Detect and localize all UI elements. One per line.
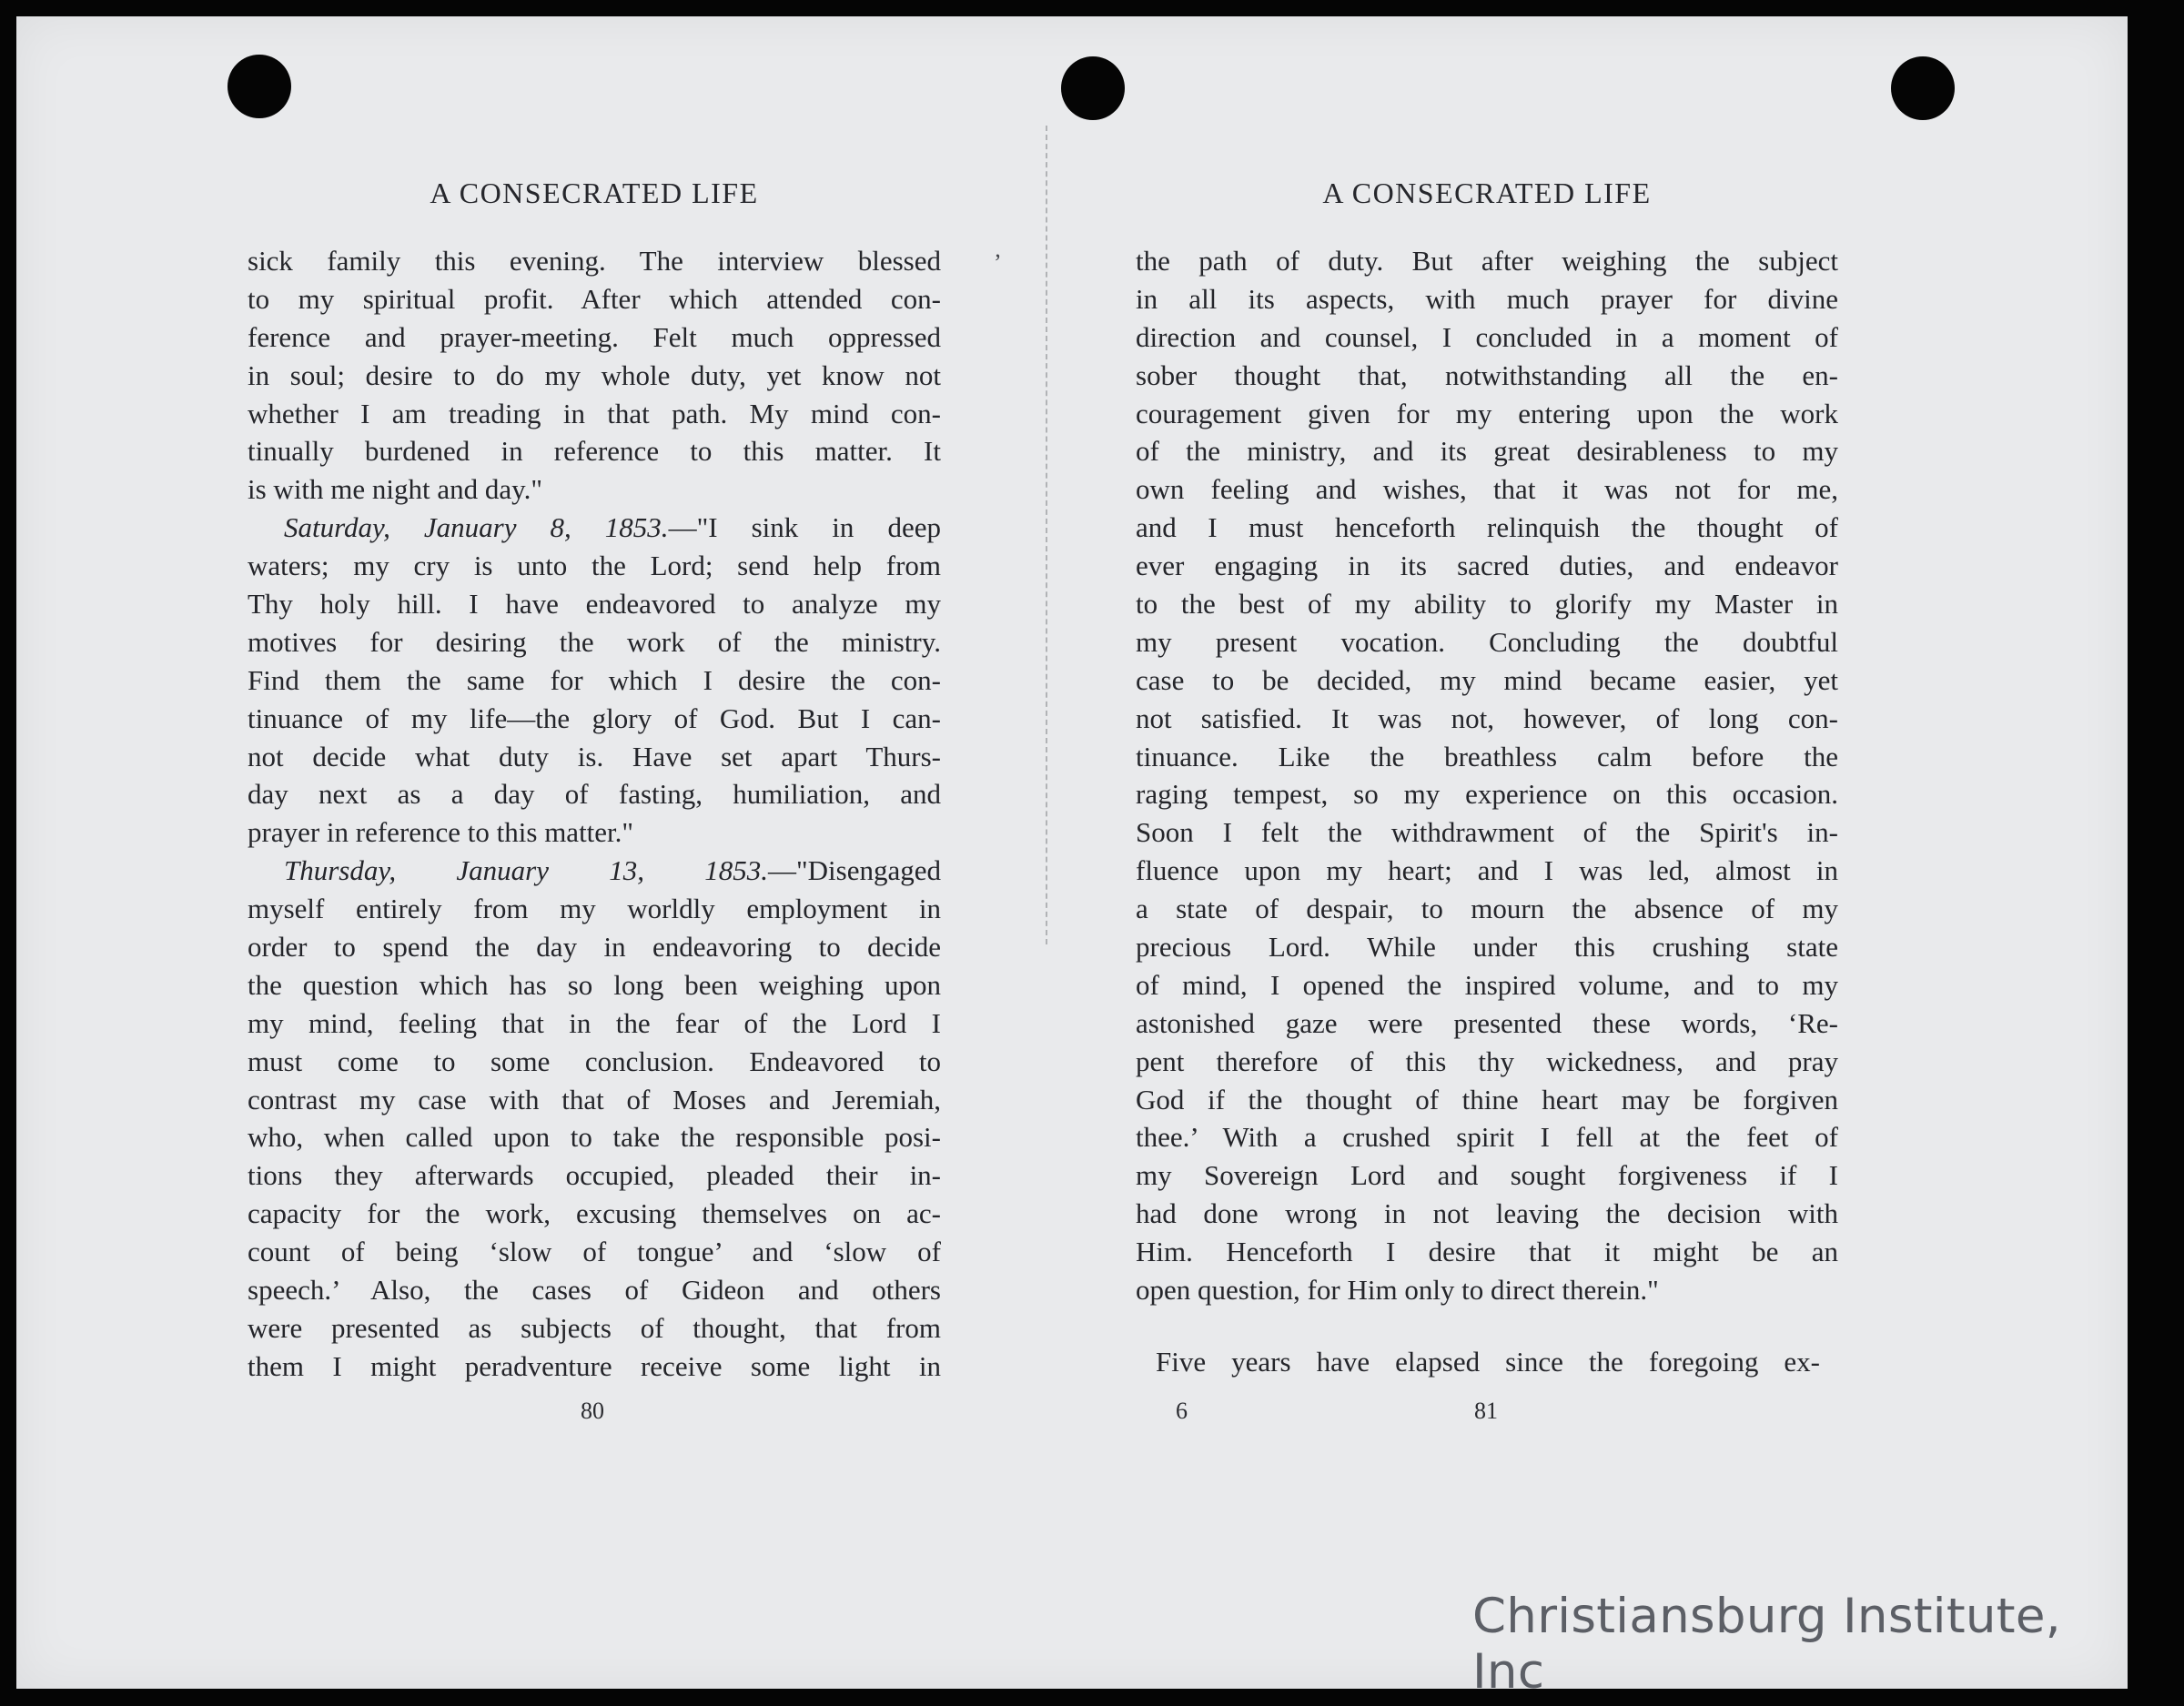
text-line: ever engaging in its sacred duties, and endeavor (1136, 550, 1838, 582)
text-line: capacity for the work, excusing themselves on ac- (248, 1197, 941, 1230)
punch-hole-left (228, 55, 291, 118)
left-page-text (248, 242, 941, 1386)
text-line: to the best of my ability to glorify my Master in (1136, 588, 1838, 621)
text-line: God if the thought of thine heart may be forgiven (1136, 1083, 1838, 1115)
left-page (248, 177, 941, 1432)
text-line: them I might peradventure receive some light in (248, 1349, 941, 1382)
text-line: Find them the same for which I desire the con- (248, 663, 941, 696)
text-line: sober thought that, notwithstanding all the en- (1136, 358, 1838, 391)
signature-mark: 6 (1176, 1398, 1188, 1424)
text-line: fluence upon my heart; and I was led, almost in (1136, 854, 1838, 887)
text-line: ference and prayer-meeting. Felt much oppressed (248, 320, 941, 353)
text-line: is with me night and day." (248, 473, 543, 506)
text-line: in soul; desire to do my whole duty, yet know not (248, 358, 941, 391)
left-folio: 80 (581, 1398, 604, 1424)
text-line: my mind, feeling that in the fear of the Lord I (248, 1006, 941, 1039)
text-line: couragement given for my entering upon the work (1136, 397, 1838, 429)
center-fold (1046, 126, 1047, 944)
text-line: pent therefore of this thy wickedness, and pray (1136, 1045, 1838, 1077)
text-line: thee.’ With a crushed spirit I fell at the feet of (1136, 1121, 1838, 1154)
entry-2-first-line (248, 852, 941, 890)
text-line: who, when called upon to take the responsible posi- (248, 1121, 941, 1154)
text-line: own feeling and wishes, that it was not for me, (1136, 473, 1838, 506)
institution-watermark: Christiansburg Institute, Inc (1472, 1589, 2061, 1700)
entry-2-first-line-rest: —"Disengaged (768, 854, 941, 887)
text-line: astonished gaze were presented these words, ‘Re- (1136, 1006, 1838, 1039)
text-line: tinuance of my life—the glory of God. But I can- (248, 702, 941, 734)
text-line: to my spiritual profit. After which attended con- (248, 282, 941, 315)
text-line: tinually burdened in reference to this matter. It (248, 435, 941, 468)
text-line: waters; my cry is unto the Lord; send help from (248, 550, 941, 582)
text-line: order to spend the day in endeavoring to decide (248, 931, 941, 964)
text-line: of the ministry, and its great desirableness to my (1136, 435, 1838, 468)
text-line: Him. Henceforth I desire that it might be an (1136, 1236, 1838, 1268)
text-line: of mind, I opened the inspired volume, and to my (1136, 968, 1838, 1001)
right-page-text (1136, 242, 1838, 1309)
right-page (1136, 177, 1838, 1432)
text-line: direction and counsel, I concluded in a moment of (1136, 320, 1838, 353)
entry-1-first-line-rest: —"I sink in deep (668, 511, 941, 544)
text-line: Thy holy hill. I have endeavored to analyze my (248, 588, 941, 621)
text-line: case to be decided, my mind became easier, yet (1136, 663, 1838, 696)
text-line: a state of despair, to mourn the absence of my (1136, 893, 1838, 925)
text-line: open question, for Him only to direct therein." (1136, 1274, 1659, 1307)
text-line: were presented as subjects of thought, that from (248, 1311, 941, 1344)
text-line: the question which has so long been weighing upon (248, 968, 941, 1001)
text-line: my Sovereign Lord and sought forgiveness if I (1136, 1159, 1838, 1192)
text-line: myself entirely from my worldly employment in (248, 893, 941, 925)
text-line: my present vocation. Concluding the doubtful (1136, 625, 1838, 658)
punch-hole-right (1891, 56, 1955, 120)
text-line: speech.’ Also, the cases of Gideon and others (248, 1274, 941, 1307)
closing-line: Five years have elapsed since the foregoing ex- (1156, 1346, 1820, 1378)
text-line: tions they afterwards occupied, pleaded their in- (248, 1159, 941, 1192)
right-folio: 81 (1474, 1398, 1498, 1424)
text-line: precious Lord. While under this crushing state (1136, 931, 1838, 964)
right-running-head: A CONSECRATED LIFE (1322, 177, 1652, 209)
text-line: not satisfied. It was not, however, of long con- (1136, 702, 1838, 734)
text-line: whether I am treading in that path. My mind con- (248, 397, 941, 429)
text-line: day next as a day of fasting, humiliation, and (248, 778, 941, 811)
text-line: must come to some conclusion. Endeavored to (248, 1045, 941, 1077)
punch-hole-center (1061, 56, 1125, 120)
text-line: Soon I felt the withdrawment of the Spirit's in- (1136, 816, 1838, 849)
text-line: prayer in reference to this matter." (248, 816, 634, 849)
margin-mark: ʼ (994, 249, 1002, 276)
scanned-sheet (16, 16, 2128, 1700)
text-line: count of being ‘slow of tongue’ and ‘slow of (248, 1236, 941, 1268)
text-line: not decide what duty is. Have set apart Thurs- (248, 740, 941, 772)
text-line: had done wrong in not leaving the decision with (1136, 1197, 1838, 1230)
text-line: in all its aspects, with much prayer for divine (1136, 282, 1838, 315)
text-line: contrast my case with that of Moses and Jeremiah, (248, 1083, 941, 1115)
entry-1-date: Saturday, January 8, 1853. (284, 511, 669, 544)
text-line: the path of duty. But after weighing the subject (1136, 245, 1838, 277)
text-line: raging tempest, so my experience on this occasion. (1136, 778, 1838, 811)
text-line: motives for desiring the work of the ministry. (248, 625, 941, 658)
text-line: tinuance. Like the breathless calm before the (1136, 740, 1838, 772)
entry-2-date: Thursday, January 13, 1853. (284, 854, 768, 887)
left-running-head: A CONSECRATED LIFE (430, 177, 759, 209)
text-line: sick family this evening. The interview blessed (248, 245, 941, 277)
entry-1-first-line (248, 509, 941, 547)
text-line: and I must henceforth relinquish the thought of (1136, 511, 1838, 544)
